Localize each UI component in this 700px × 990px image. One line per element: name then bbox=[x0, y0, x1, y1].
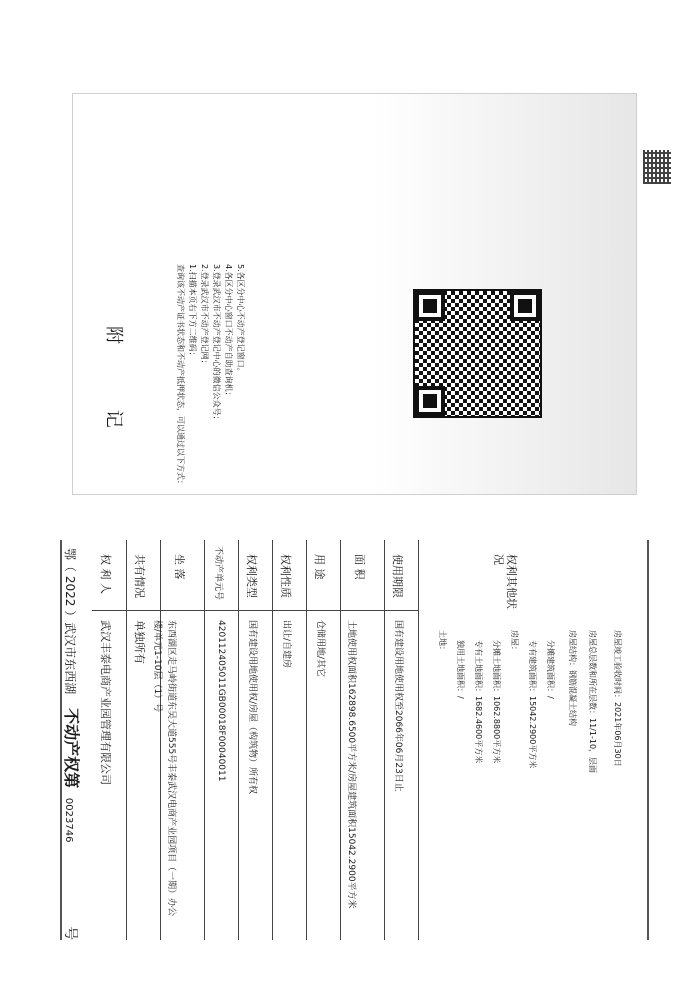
table-row bbox=[204, 540, 239, 940]
other-line: 专有建筑面积：15042.2900平方米 bbox=[528, 640, 537, 769]
annex-notes bbox=[173, 264, 268, 495]
row-label-cell bbox=[272, 540, 306, 611]
number-prefix: 鄂（ bbox=[63, 548, 77, 573]
annex-note: 1.扫描本页右下方二维码； bbox=[188, 264, 197, 360]
other-line: 分摊土地面积：1062.8800平方米 bbox=[492, 640, 501, 764]
row-value: 土地使用权面积162898.6500平方米/房屋建筑面积15042.2900平方米 bbox=[346, 620, 356, 909]
number-suffix: 号 bbox=[62, 926, 78, 941]
row-label: 权利其他状况 bbox=[492, 554, 518, 609]
certificate-type: 不动产权第 bbox=[62, 708, 81, 789]
row-label: 权 利 人 bbox=[99, 554, 112, 594]
row-value: 单独所有 bbox=[133, 620, 146, 664]
qr-finder bbox=[415, 386, 445, 416]
table-row bbox=[272, 540, 307, 940]
annex-note: 3.登录武汉市不动产登记中心的微信公众号； bbox=[212, 264, 221, 424]
table-row bbox=[384, 540, 419, 940]
other-line: 房屋总层数和所在层数：11/1-10，层面 bbox=[588, 630, 597, 774]
annex-note: 5.各区分中心不动产登记窗口。 bbox=[236, 264, 245, 376]
certificate-serial: 0023746 bbox=[63, 797, 74, 843]
certificate-table bbox=[92, 540, 647, 940]
row-label-cell bbox=[384, 540, 418, 611]
annex-note: 查询该不动产证书状态和不动产抵押状态，可以通过以下方式： bbox=[176, 264, 185, 488]
table-row bbox=[152, 540, 205, 940]
row-value: 仓储用地/其它 bbox=[315, 620, 325, 678]
row-value: 国有建设用地使用权至2066年06月23日止 bbox=[393, 620, 403, 792]
other-line: 专有土地面积：1682.4600平方米 bbox=[474, 640, 483, 764]
table-row bbox=[306, 540, 341, 940]
row-label: 用 途 bbox=[313, 554, 326, 580]
row-label: 共有情况 bbox=[133, 554, 146, 598]
row-label-cell bbox=[238, 540, 272, 611]
table-row-other bbox=[418, 540, 647, 940]
certificate-number-line bbox=[61, 548, 84, 940]
row-value: 420112405011GB00018F00040011 bbox=[216, 620, 226, 782]
table-row bbox=[92, 540, 127, 940]
annex-note: 4.各区分中心窗口不动产自助查询机； bbox=[224, 264, 233, 400]
other-line: 土地： bbox=[438, 630, 447, 654]
row-label-cell bbox=[126, 540, 160, 611]
other-line: 独用土地面积：/ bbox=[456, 640, 465, 699]
row-label-cell bbox=[160, 540, 204, 611]
certificate-sheet bbox=[60, 540, 649, 940]
row-label-cell bbox=[418, 540, 647, 610]
qr-code-icon bbox=[413, 289, 542, 418]
row-label-cell bbox=[204, 540, 238, 611]
other-line: 房屋竣工验收时间：2021年06月30日 bbox=[613, 630, 622, 767]
row-label: 权利类型 bbox=[245, 554, 258, 598]
other-line: 分摊建筑面积：/ bbox=[546, 640, 555, 699]
table-row bbox=[238, 540, 273, 940]
row-value: 出让/自建房 bbox=[281, 620, 291, 669]
qr-finder bbox=[510, 291, 540, 321]
annex-title: 附 记 bbox=[103, 326, 124, 458]
number-year: 2022 bbox=[63, 575, 77, 607]
row-label: 坐 落 bbox=[173, 554, 186, 580]
table-row bbox=[340, 540, 385, 940]
row-value: 武汉丰泰电商产业园管理有限公司 bbox=[99, 620, 112, 785]
row-label-cell bbox=[92, 540, 126, 611]
qr-code-icon bbox=[643, 150, 671, 184]
annex-sheet bbox=[72, 93, 637, 495]
number-mid: ）武汉市东西湖 bbox=[63, 610, 77, 695]
other-line: 房屋结构：钢筋混凝土结构 bbox=[568, 630, 577, 726]
row-label: 使用期限 bbox=[391, 554, 404, 598]
row-label: 不动产单元号 bbox=[213, 546, 223, 601]
row-value: 国有建设用地使用权/房屋（构筑物）所有权 bbox=[247, 620, 257, 795]
row-label: 权利性质 bbox=[279, 554, 292, 598]
other-line: 房屋： bbox=[510, 630, 519, 654]
row-label-cell bbox=[306, 540, 340, 611]
row-label: 面 积 bbox=[353, 554, 366, 580]
row-value: 东西湖区走马岭街道东吴大道555号丰泰武汉电商产业园项目（一期）办公楼/单元1-10层（1）号 bbox=[152, 620, 176, 917]
annex-note: 2.登录武汉市不动产登记网； bbox=[200, 264, 209, 368]
row-label-cell bbox=[340, 540, 384, 611]
qr-finder bbox=[415, 291, 445, 321]
